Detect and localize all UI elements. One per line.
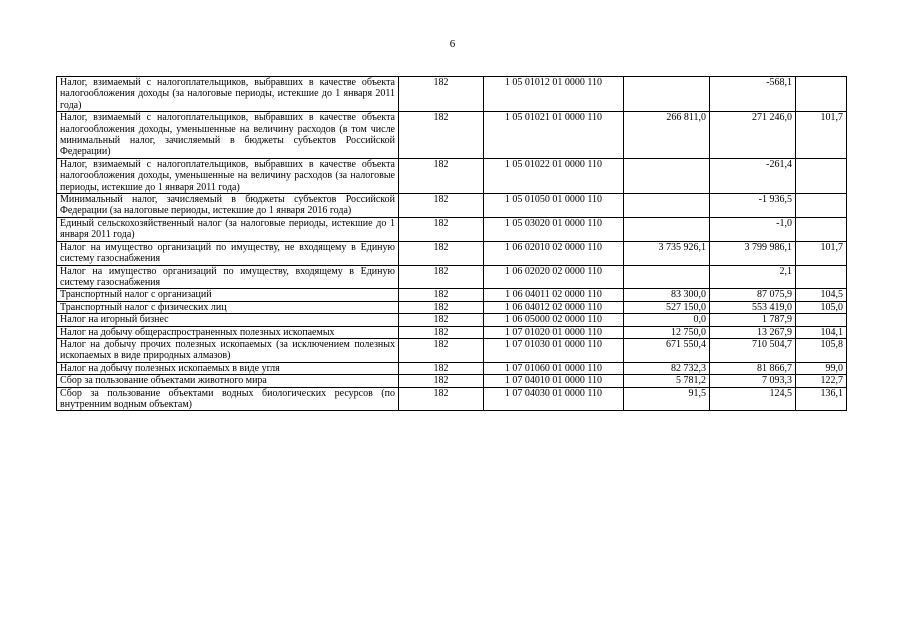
table-row: [57, 314, 847, 326]
plan-amount-cell: 3 735 926,1: [624, 241, 710, 265]
execution-percent-cell: [796, 194, 847, 218]
plan-amount-cell: 83 300,0: [624, 289, 710, 301]
actual-amount-cell: 271 246,0: [710, 112, 796, 159]
table-row: [57, 112, 847, 159]
plan-amount-cell: 82 732,3: [624, 362, 710, 374]
budget-code-cell: 1 06 04012 02 0000 110: [484, 301, 624, 313]
actual-amount-cell: 2,1: [710, 265, 796, 289]
income-name-cell: Налог на имущество организаций по имуществу, входящему в Единую систему газоснабжения: [57, 265, 399, 289]
actual-amount-cell: 7 093,3: [710, 375, 796, 387]
income-name-cell: Единый сельскохозяйственный налог (за налоговые периоды, истекшие до 1 января 2011 года): [57, 217, 399, 241]
execution-percent-cell: [796, 77, 847, 112]
budget-code-cell: 1 05 03020 01 0000 110: [484, 217, 624, 241]
actual-amount-cell: -261,4: [710, 158, 796, 193]
income-name-cell: Налог на добычу полезных ископаемых в виде угля: [57, 362, 399, 374]
plan-amount-cell: 671 550,4: [624, 338, 710, 362]
admin-code-cell: 182: [399, 301, 484, 313]
plan-amount-cell: 266 811,0: [624, 112, 710, 159]
plan-amount-cell: [624, 77, 710, 112]
admin-code-cell: 182: [399, 241, 484, 265]
income-name-cell: Налог на игорный бизнес: [57, 314, 399, 326]
table-row: [57, 338, 847, 362]
table-row: [57, 362, 847, 374]
admin-code-cell: 182: [399, 112, 484, 159]
admin-code-cell: 182: [399, 217, 484, 241]
execution-percent-cell: [796, 217, 847, 241]
budget-code-cell: 1 06 04011 02 0000 110: [484, 289, 624, 301]
budget-code-cell: 1 07 04010 01 0000 110: [484, 375, 624, 387]
execution-percent-cell: 105,8: [796, 338, 847, 362]
budget-code-cell: 1 06 02020 02 0000 110: [484, 265, 624, 289]
execution-percent-cell: 104,1: [796, 326, 847, 338]
budget-code-cell: 1 07 04030 01 0000 110: [484, 387, 624, 411]
plan-amount-cell: [624, 265, 710, 289]
plan-amount-cell: [624, 217, 710, 241]
actual-amount-cell: -568,1: [710, 77, 796, 112]
income-name-cell: Налог на имущество организаций по имуществу, не входящему в Единую систему газоснабжения: [57, 241, 399, 265]
plan-amount-cell: [624, 158, 710, 193]
actual-amount-cell: 3 799 986,1: [710, 241, 796, 265]
actual-amount-cell: 81 866,7: [710, 362, 796, 374]
admin-code-cell: 182: [399, 289, 484, 301]
admin-code-cell: 182: [399, 77, 484, 112]
revenue-table: [56, 76, 847, 411]
income-name-cell: Сбор за пользование объектами животного мира: [57, 375, 399, 387]
execution-percent-cell: 136,1: [796, 387, 847, 411]
actual-amount-cell: -1,0: [710, 217, 796, 241]
budget-code-cell: 1 05 01050 01 0000 110: [484, 194, 624, 218]
income-name-cell: Налог, взимаемый с налогоплательщиков, выбравших в качестве объекта налогообложения доходы, уменьшенные на величину расходов (в том числе минимальный налог, зачисляемый в бюджеты субъектов Российской Федерации): [57, 112, 399, 159]
actual-amount-cell: -1 936,5: [710, 194, 796, 218]
income-name-cell: Транспортный налог с физических лиц: [57, 301, 399, 313]
execution-percent-cell: 101,7: [796, 241, 847, 265]
actual-amount-cell: 553 419,0: [710, 301, 796, 313]
actual-amount-cell: 124,5: [710, 387, 796, 411]
page-number: 6: [449, 38, 456, 50]
actual-amount-cell: 1 787,9: [710, 314, 796, 326]
actual-amount-cell: 13 267,9: [710, 326, 796, 338]
table-row: [57, 158, 847, 193]
admin-code-cell: 182: [399, 158, 484, 193]
income-name-cell: Транспортный налог с организаций: [57, 289, 399, 301]
plan-amount-cell: 0,0: [624, 314, 710, 326]
table-row: [57, 241, 847, 265]
table-row: [57, 326, 847, 338]
admin-code-cell: 182: [399, 194, 484, 218]
table-row: [57, 217, 847, 241]
execution-percent-cell: 104,5: [796, 289, 847, 301]
execution-percent-cell: [796, 314, 847, 326]
income-name-cell: Сбор за пользование объектами водных биологических ресурсов (по внутренним водным объектам): [57, 387, 399, 411]
execution-percent-cell: 122,7: [796, 375, 847, 387]
revenue-table-body: [57, 77, 847, 411]
admin-code-cell: 182: [399, 338, 484, 362]
table-row: [57, 265, 847, 289]
budget-code-cell: 1 07 01030 01 0000 110: [484, 338, 624, 362]
plan-amount-cell: 527 150,0: [624, 301, 710, 313]
budget-code-cell: 1 06 05000 02 0000 110: [484, 314, 624, 326]
budget-code-cell: 1 07 01060 01 0000 110: [484, 362, 624, 374]
actual-amount-cell: 710 504,7: [710, 338, 796, 362]
income-name-cell: Минимальный налог, зачисляемый в бюджеты субъектов Российской Федерации (за налоговые периоды, истекшие до 1 января 2016 года): [57, 194, 399, 218]
table-row: [57, 194, 847, 218]
execution-percent-cell: 101,7: [796, 112, 847, 159]
income-name-cell: Налог, взимаемый с налогоплательщиков, выбравших в качестве объекта налогообложения доходы, уменьшенные на величину расходов (за налоговые периоды, истекшие до 1 января 2011 года): [57, 158, 399, 193]
execution-percent-cell: 105,0: [796, 301, 847, 313]
admin-code-cell: 182: [399, 362, 484, 374]
table-row: [57, 301, 847, 313]
table-row: [57, 289, 847, 301]
income-name-cell: Налог на добычу прочих полезных ископаемых (за исключением полезных ископаемых в виде природных алмазов): [57, 338, 399, 362]
plan-amount-cell: [624, 194, 710, 218]
plan-amount-cell: 5 781,2: [624, 375, 710, 387]
budget-code-cell: 1 05 01012 01 0000 110: [484, 77, 624, 112]
table-row: [57, 77, 847, 112]
budget-code-cell: 1 06 02010 02 0000 110: [484, 241, 624, 265]
execution-percent-cell: [796, 158, 847, 193]
income-name-cell: Налог, взимаемый с налогоплательщиков, выбравших в качестве объекта налогообложения доходы (за налоговые периоды, истекшие до 1 января 2011 года): [57, 77, 399, 112]
plan-amount-cell: 12 750,0: [624, 326, 710, 338]
income-name-cell: Налог на добычу общераспространенных полезных ископаемых: [57, 326, 399, 338]
actual-amount-cell: 87 075,9: [710, 289, 796, 301]
budget-code-cell: 1 05 01022 01 0000 110: [484, 158, 624, 193]
admin-code-cell: 182: [399, 375, 484, 387]
admin-code-cell: 182: [399, 314, 484, 326]
table-row: [57, 375, 847, 387]
table-row: [57, 387, 847, 411]
execution-percent-cell: [796, 265, 847, 289]
admin-code-cell: 182: [399, 326, 484, 338]
budget-code-cell: 1 07 01020 01 0000 110: [484, 326, 624, 338]
admin-code-cell: 182: [399, 387, 484, 411]
execution-percent-cell: 99,0: [796, 362, 847, 374]
admin-code-cell: 182: [399, 265, 484, 289]
plan-amount-cell: 91,5: [624, 387, 710, 411]
budget-code-cell: 1 05 01021 01 0000 110: [484, 112, 624, 159]
